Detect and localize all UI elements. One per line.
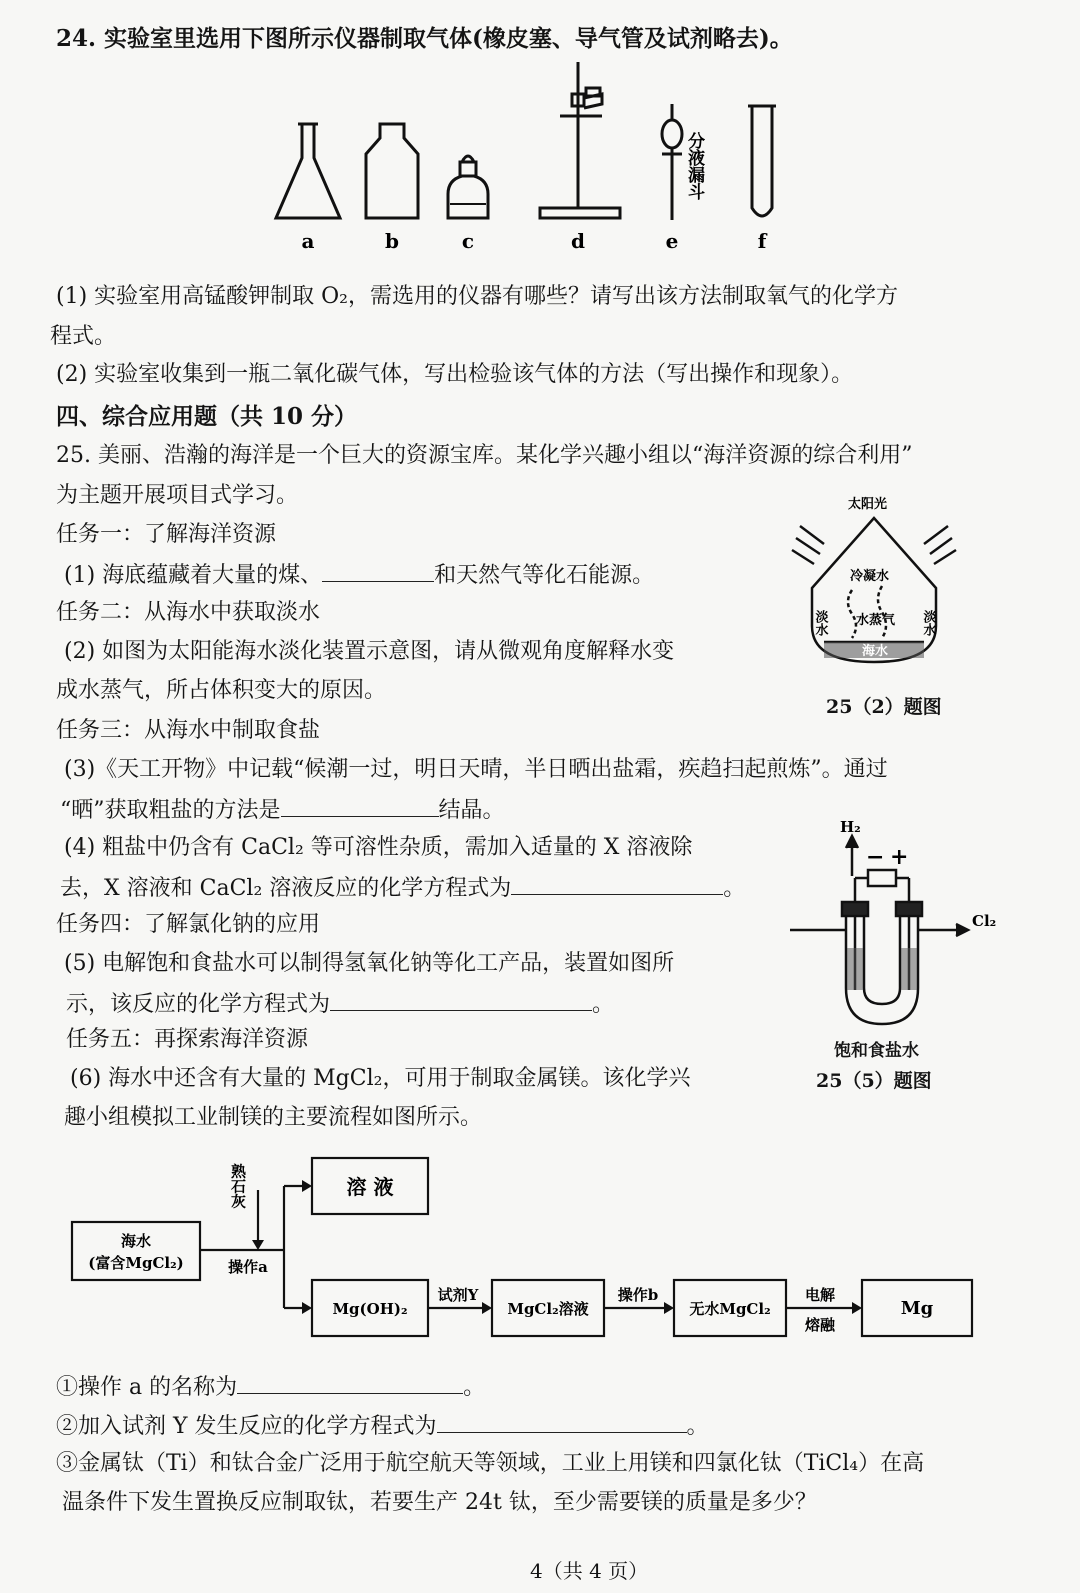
flow-molten: 熔融 — [804, 1316, 836, 1334]
minus-sign: − — [866, 844, 885, 870]
instrument-label-e: e — [665, 229, 679, 253]
h2-label: H₂ — [840, 818, 861, 836]
flow-seawater-note: (富含MgCl₂) — [88, 1254, 184, 1272]
magnesium-flowchart — [62, 1150, 982, 1350]
section-title: 四、综合应用题（共 10 分） — [56, 403, 358, 430]
separatory-funnel-e — [662, 104, 682, 220]
desalination-dome — [812, 518, 936, 662]
instrument-label-a: a — [301, 229, 315, 253]
funnel-label: 分液漏斗 — [684, 132, 704, 200]
flow-electrolysis: 电解 — [804, 1286, 836, 1304]
answer-blank-5[interactable] — [330, 988, 592, 1011]
instrument-label-c: c — [461, 229, 475, 253]
q25-sub1-post: 。 — [463, 1375, 486, 1400]
gas-bottle-b — [366, 124, 418, 218]
flow-reagent-y: 试剂Y — [437, 1286, 479, 1304]
flow-seawater: 海水 — [120, 1232, 152, 1250]
q25-part4-pre: 去，X 溶液和 CaCl₂ 溶液反应的化学方程式为 — [60, 876, 512, 901]
flow-solution: 溶 液 — [346, 1175, 394, 1199]
alcohol-lamp-c — [448, 176, 488, 218]
test-tube-f — [752, 106, 772, 216]
flow-mgoh2: Mg(OH)₂ — [332, 1300, 408, 1318]
solar-desalination-figure — [790, 492, 960, 682]
instrument-label-b: b — [385, 229, 399, 253]
q25-part2-line2: 成水蒸气，所占体积变大的原因。 — [56, 678, 387, 703]
q25-part6-line1: (6) 海水中还含有大量的 MgCl₂，可用于制取金属镁。该化学兴 — [70, 1066, 691, 1091]
electrolysis-figure — [786, 818, 1006, 1033]
conical-flask-a — [276, 124, 340, 218]
q25-sub2 — [56, 1410, 709, 1442]
flow-anhydrous-mgcl2: 无水MgCl₂ — [689, 1300, 771, 1318]
q25-part5-post: 。 — [592, 992, 615, 1017]
answer-blank-3[interactable] — [281, 794, 439, 817]
flow-lime: 熟石灰 — [229, 1163, 247, 1209]
brine-label: 饱和食盐水 — [834, 1041, 919, 1061]
fresh-water-left-label: 淡水 — [812, 610, 828, 636]
q25-intro-line2: 为主题开展项目式学习。 — [56, 483, 299, 508]
task3-heading: 任务三：从海水中制取食盐 — [56, 718, 321, 743]
q25-part3-post: 结晶。 — [438, 798, 505, 823]
condensed-water-label: 冷凝水 — [850, 569, 890, 584]
flow-mg: Mg — [900, 1298, 934, 1319]
q25-part4-post: 。 — [723, 876, 746, 901]
task2-heading: 任务二：从海水中获取淡水 — [56, 600, 321, 625]
iron-stand-d — [540, 62, 620, 218]
q25-sub2-post: 。 — [686, 1414, 709, 1439]
fresh-water-right-label: 淡水 — [920, 610, 936, 636]
q24-part1-line2: 程式。 — [50, 324, 117, 349]
answer-blank-1[interactable] — [322, 559, 434, 582]
figure-caption-25-2: 25（2）题图 — [826, 696, 942, 718]
q25-part6-line2: 趣小组模拟工业制镁的主要流程如图所示。 — [64, 1105, 483, 1130]
q25-part2-line1: (2) 如图为太阳能海水淡化装置示意图，请从微观角度解释水变 — [64, 639, 675, 664]
q25-part1-post: 和天然气等化石能源。 — [434, 563, 655, 588]
q25-sub2-pre: ②加入试剂 Y 发生反应的化学方程式为 — [56, 1414, 437, 1439]
q25-part4-line2 — [60, 872, 745, 904]
q25-part1-pre: (1) 海底蕴藏着大量的煤、 — [64, 563, 323, 588]
instrument-label-f: f — [757, 229, 767, 253]
q25-sub1-pre: ①操作 a 的名称为 — [56, 1375, 238, 1400]
q24-instruments-figure — [262, 58, 802, 258]
page-footer: 4（共 4 页） — [530, 1559, 649, 1583]
answer-blank-6b[interactable] — [437, 1410, 687, 1433]
vapor-label: 水蒸气 — [856, 613, 896, 628]
plus-sign: + — [890, 844, 909, 870]
q25-sub1 — [56, 1371, 485, 1403]
flow-mgcl2-solution: MgCl₂溶液 — [507, 1300, 589, 1318]
task1-heading: 任务一：了解海洋资源 — [56, 522, 277, 547]
q24-part1-line1: (1) 实验室用高锰酸钾制取 O₂，需选用的仪器有哪些？请写出该方法制取氧气的化学方 — [56, 284, 899, 309]
cl2-label: Cl₂ — [972, 912, 997, 930]
seawater-label: 海水 — [862, 644, 889, 659]
flow-op-b: 操作b — [617, 1286, 659, 1304]
q25-part3-line1: (3)《天工开物》中记载“候潮一过，明日天晴，半日晒出盐霜，疾趋扫起煎炼”。通过 — [64, 757, 888, 782]
sunlight-label: 太阳光 — [848, 497, 888, 512]
flow-op-a: 操作a — [228, 1258, 268, 1276]
q25-part5-line1: (5) 电解饱和食盐水可以制得氢氧化钠等化工产品，装置如图所 — [64, 951, 675, 976]
q25-part3-pre: “晒”获取粗盐的方法是 — [60, 798, 281, 823]
answer-blank-4[interactable] — [511, 872, 723, 895]
answer-blank-6a[interactable] — [237, 1371, 463, 1394]
task5-heading: 任务五：再探索海洋资源 — [66, 1027, 309, 1052]
q25-part4-line1: (4) 粗盐中仍含有 CaCl₂ 等可溶性杂质，需加入适量的 X 溶液除 — [64, 835, 693, 860]
instrument-label-d: d — [571, 229, 585, 253]
figure-caption-25-5: 25（5）题图 — [816, 1070, 932, 1092]
q24-part2: (2) 实验室收集到一瓶二氧化碳气体，写出检验该气体的方法（写出操作和现象）。 — [56, 362, 854, 387]
power-source — [868, 870, 896, 886]
task4-heading: 任务四：了解氯化钠的应用 — [56, 912, 321, 937]
q24-stem: 24. 实验室里选用下图所示仪器制取气体(橡皮塞、导气管及试剂略去)。 — [56, 25, 793, 52]
q25-sub3-line2: 温条件下发生置换反应制取钛，若要生产 24t 钛，至少需要镁的质量是多少？ — [62, 1490, 817, 1515]
q25-intro-line1: 25. 美丽、浩瀚的海洋是一个巨大的资源宝库。某化学兴趣小组以“海洋资源的综合利用” — [56, 443, 913, 468]
q25-part3-line2 — [60, 794, 505, 826]
q25-sub3-line1: ③金属钛（Ti）和钛合金广泛用于航空航天等领域，工业上用镁和四氯化钛（TiCl₄）在高 — [56, 1451, 925, 1476]
q25-part5-line2 — [66, 988, 614, 1020]
q25-part5-pre: 示，该反应的化学方程式为 — [66, 992, 331, 1017]
q25-part1 — [64, 559, 654, 591]
